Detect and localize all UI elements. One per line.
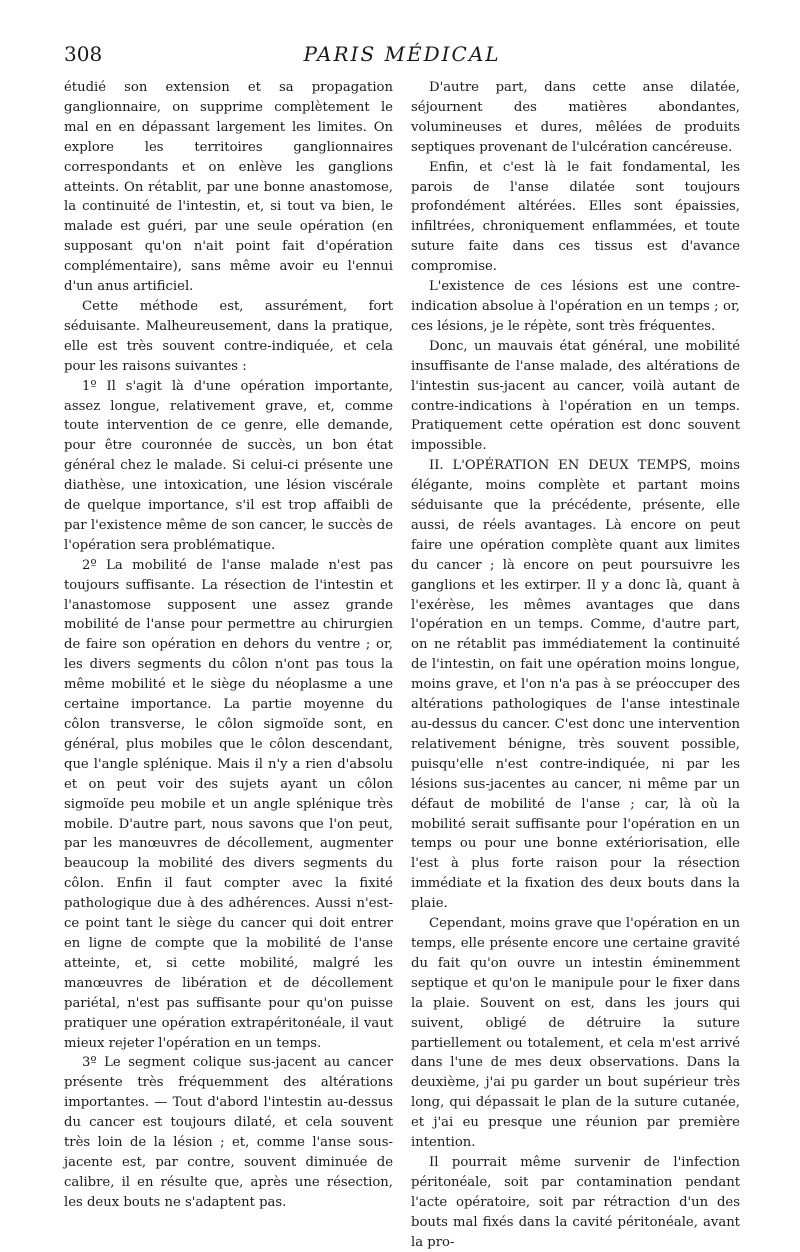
paragraph: Cette méthode est, assurément, fort séduisante. Malheureusement, dans la pratique, elle est très souvent contre-indiquée, et cela pour les raisons suivantes :	[64, 298, 393, 374]
right-column	[411, 78, 740, 1252]
paragraph: 3º Le segment colique sus-jacent au cancer présente très fréquemment des altérations importantes. — Tout d'abord l'intestin au-dessus du cancer est toujours dilaté, et cela souvent très loin de la lésion ; et, comme l'anse sous-jacente est, par contre, souvent diminuée de calibre, il en résulte que, après une résection, les deux bouts ne s'adaptent pas.	[64, 1055, 393, 1210]
left-column	[64, 78, 393, 1213]
paragraph: 1º Il s'agit là d'une opération importante, assez longue, relativement grave, et, comme toute intervention de ce genre, elle demande, pour être couronnée de succès, un bon état général chez le malade. Si celui-ci présente une diathèse, une intoxication, une lésion viscérale de quelque importance, s'il est trop affaibli de par l'existence même de son cancer, le succès de l'opération sera problématique.	[64, 378, 393, 553]
paragraph: II. L'OPÉRATION EN DEUX TEMPS, moins élégante, moins complète et partant moins séduisante que la précédente, présente, elle aussi, de réels avantages. Là encore on peut faire une opération complète quant aux limites du cancer ; là encore on peut poursuivre les ganglions et les extirper. Il y a donc là, quant à l'exérèse, les mêmes avantages que dans l'opération en un temps. Comme, d'autre part, on ne rétablit pas immédiatement la continuité de l'intestin, on fait une opération moins longue, moins grave, et l'on n'a pas à se préoccuper des altérations pathologiques de l'anse intestinale au-dessus du cancer. C'est donc une intervention relativement bénigne, très souvent possible, puisqu'elle n'est contre-indiquée, ni par les lésions sus-jacentes au cancer, ni même par un défaut de mobilité de l'anse ; car, là où la mobilité serait suffisante pour l'opération en un temps ou pour une bonne extériorisation, elle l'est à plus forte raison pour la résection immédiate et la fixation des deux bouts dans la plaie.	[411, 458, 740, 912]
paragraph: Donc, un mauvais état général, une mobilité insuffisante de l'anse malade, des altérations de l'intestin sus-jacent au cancer, voilà autant de contre-indications à l'opération en un temps. Pratiquement cette opération est donc souvent impossible.	[411, 338, 740, 454]
paragraph: Enfin, et c'est là le fait fondamental, les parois de l'anse dilatée sont toujours profondément altérées. Elles sont épaissies, infiltrées, chroniquement enflammées, et toute suture faite dans ces tissus est d'avance compromise.	[411, 159, 740, 275]
page-number: 308	[64, 42, 103, 66]
paragraph: étudié son extension et sa propagation ganglionnaire, on supprime complètement le mal en en dépassant largement les limites. On explore les territoires ganglionnaires correspondants et on enlève les ganglions atteints. On rétablit, par une bonne anastomose, la continuité de l'intestin, et, si tout va bien, le malade est guéri, par une seule opération (en supposant qu'on n'ait point fait d'opération complémentaire), sans même avoir eu l'ennui d'un anus artificiel.	[64, 80, 393, 295]
paragraph: 2º La mobilité de l'anse malade n'est pas toujours suffisante. La résection de l'intestin et l'anastomose supposent une assez grande mobilité de l'anse pour permettre au chirurgien de faire son opération en dehors du ventre ; or, les divers segments du côlon n'ont pas tous la même mobilité et le siège du néoplasme a une certaine importance. La partie moyenne du côlon transverse, le côlon sigmoïde sont, en général, plus mobiles que le côlon descendant, que l'angle splénique. Mais il n'y a rien d'absolu et on peut voir des sujets ayant un côlon sigmoïde peu mobile et un angle splénique très mobile. D'autre part, nous savons que l'on peut, par les manœuvres de décollement, augmenter beaucoup la mobilité des divers segments du côlon. Enfin il faut compter avec la fixité pathologique due à des adhérences. Aussi n'est-ce point tant le siège du cancer qui doit entrer en ligne de compte que la mobilité de l'anse atteinte, et, si cette mobilité, malgré les manœuvres de libération et de décollement pariétal, n'est pas suffisante pour qu'on puisse pratiquer une opération extrapéritonéale, il vaut mieux rejeter l'opération en un temps.	[64, 557, 393, 1051]
paragraph: Cependant, moins grave que l'opération en un temps, elle présente encore une certaine gravité du fait qu'on ouvre un intestin éminemment septique et qu'on le manipule pour le fixer dans la plaie. Souvent on est, dans les jours qui suivent, obligé de détruire la suture partiellement ou totalement, et cela m'est arrivé dans l'une de mes deux observations. Dans la deuxième, j'ai pu garder un bout supérieur très long, qui dépassait le plan de la suture cutanée, et j'ai eu presque une réunion par première intention.	[411, 916, 740, 1151]
paragraph: Il pourrait même survenir de l'infection péritonéale, soit par contamination pendant l'acte opératoire, soit par rétraction d'un des bouts mal fixés dans la cavité péritonéale, avant la pro-	[411, 1154, 740, 1250]
paragraph: L'existence de ces lésions est une contre-indication absolue à l'opération en un temps ; or, ces lésions, je le répète, sont très fréquentes.	[411, 279, 740, 334]
running-title: PARIS MÉDICAL	[303, 42, 501, 66]
page-header	[64, 42, 740, 76]
paragraph: D'autre part, dans cette anse dilatée, séjournent des matières abondantes, volumineuses et dures, mêlées de produits septiques provenant de l'ulcération cancéreuse.	[411, 80, 740, 155]
